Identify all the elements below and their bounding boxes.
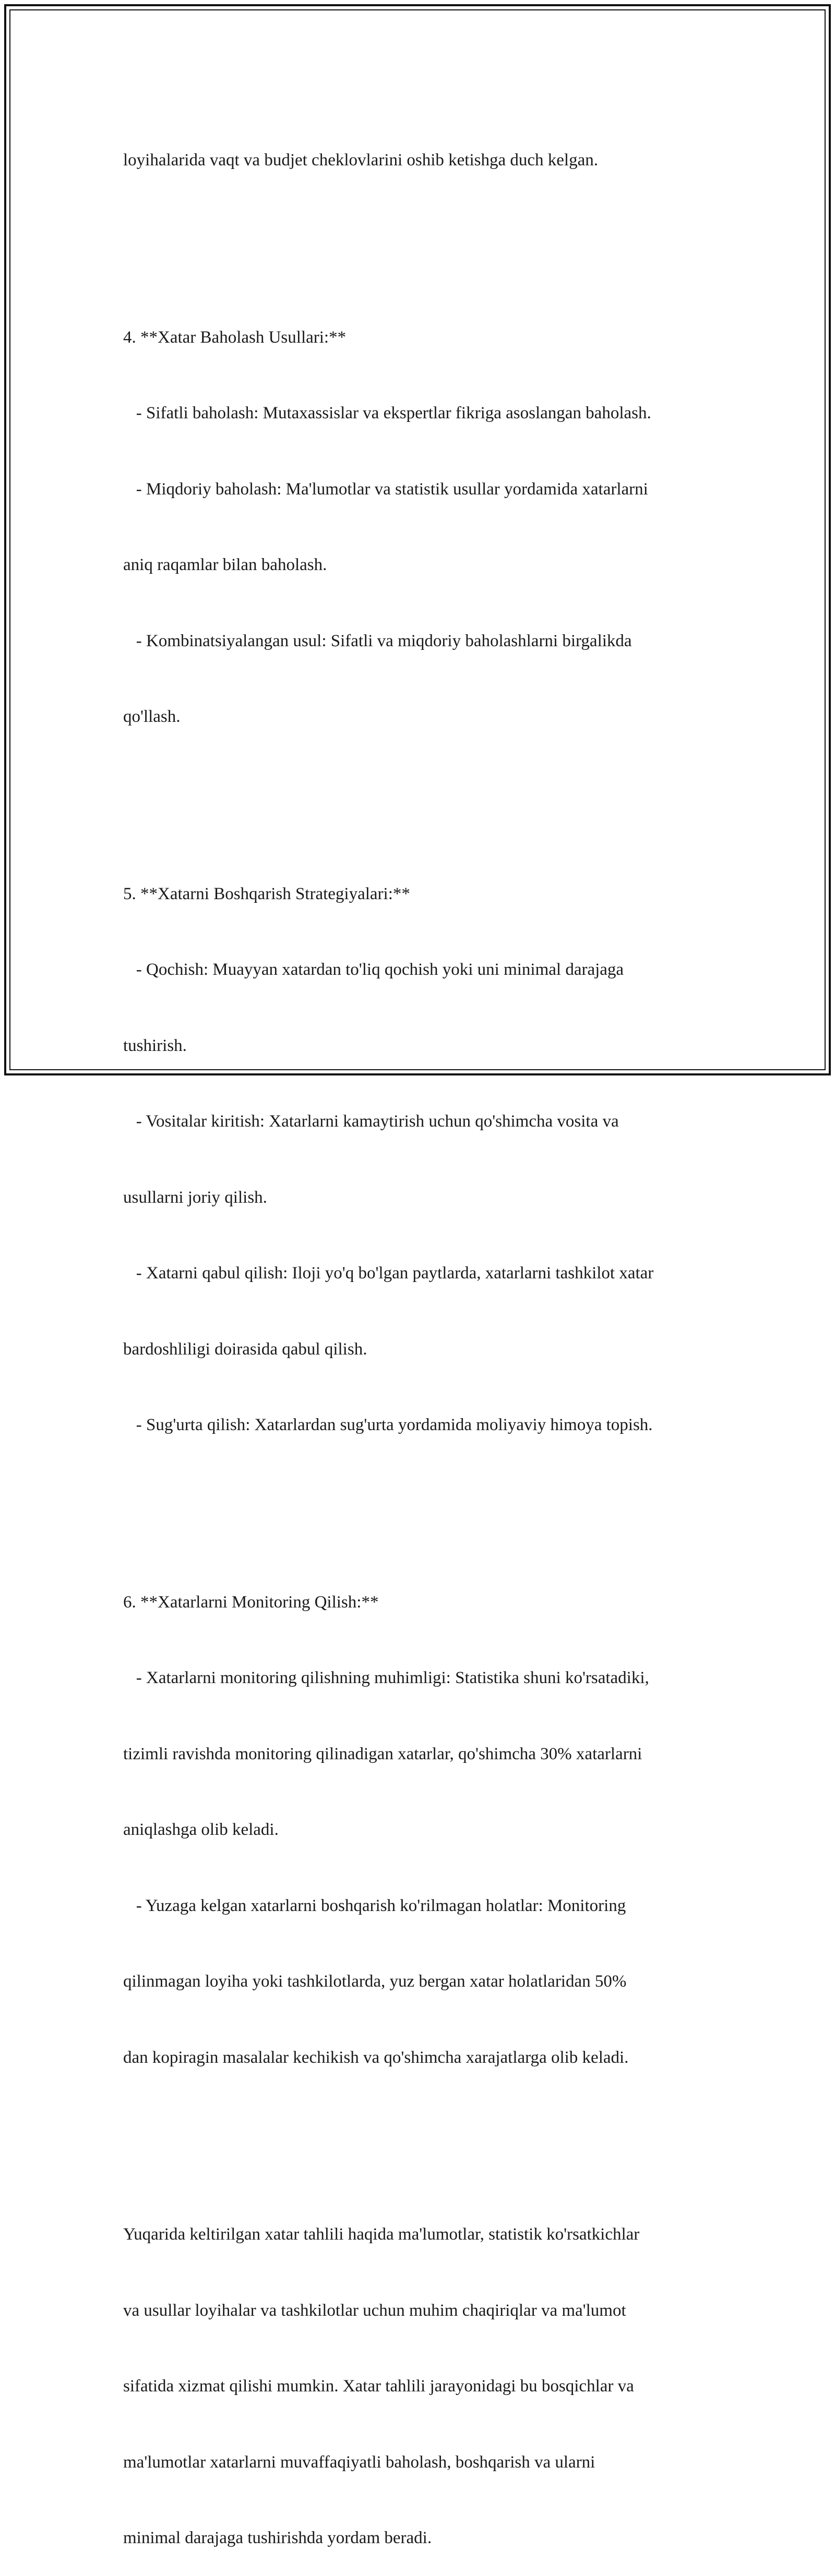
list-item: - Xatarlarni monitoring qilishning muhimligi: Statistika shuni ko'rsatadiki, [123, 1668, 649, 1687]
blank-line [123, 780, 718, 806]
list-item: - Vositalar kiritish: Xatarlarni kamaytirish uchun qo'shimcha vosita va [123, 1112, 619, 1131]
document-body [123, 97, 718, 2576]
conclusion-paragraph-line: minimal darajaga tushirishda yordam beradi. [123, 2529, 432, 2547]
conclusion-paragraph-line: va usullar loyihalar va tashkilotlar uchun muhim chaqiriqlar va ma'lumot [123, 2301, 626, 2320]
list-item: - Sug'urta qilish: Xatarlardan sug'urta yordamida moliyaviy himoya topish. [123, 1416, 653, 1434]
conclusion-paragraph-line: ma'lumotlar xatarlarni muvaffaqiyatli baholash, boshqarish va ularni [123, 2452, 595, 2472]
conclusion-paragraph-line: Yuqarida keltirilgan xatar tahlili haqida ma'lumotlar, statistik ko'rsatkichlar [123, 2225, 640, 2244]
text-line: tushirish. [123, 1036, 187, 1055]
text-line: tizimli ravishda monitoring qilinadigan xatarlar, qo'shimcha 30% xatarlarni [123, 1744, 642, 1763]
list-item: - Yuzaga kelgan xatarlarni boshqarish ko'rilmagan holatlar: Monitoring [123, 1896, 626, 1915]
section-heading: 4. **Xatar Baholash Usullari:** [123, 328, 347, 347]
section-heading: 6. **Xatarlarni Monitoring Qilish:** [123, 1592, 379, 1612]
text-line: loyihalarida vaqt va budjet cheklovlarini oshib ketishga duch kelgan. [123, 151, 598, 170]
text-line: aniqlashga olib keladi. [123, 1820, 279, 1839]
blank-line [123, 1489, 718, 1514]
conclusion-paragraph-line: sifatida xizmat qilishi mumkin. Xatar tahlili jarayonidagi bu bosqichlar va [123, 2377, 634, 2396]
text-line: qilinmagan loyiha yoki tashkilotlarda, yuz bergan xatar holatlaridan 50% [123, 1972, 627, 1991]
list-item: - Xatarni qabul qilish: Iloji yo'q bo'lgan paytlarda, xatarlarni tashkilot xatar [123, 1264, 654, 1283]
list-item: - Kombinatsiyalangan usul: Sifatli va miqdoriy baholashlarni birgalikda [123, 631, 632, 650]
text-line: qo'llash. [123, 707, 181, 726]
blank-line [123, 2121, 718, 2146]
blank-line [123, 224, 718, 249]
list-item: - Sifatli baholash: Mutaxassislar va ekspertlar fikriga asoslangan baholash. [123, 404, 651, 422]
section-heading: 5. **Xatarni Boshqarish Strategiyalari:** [123, 884, 410, 903]
list-item: - Miqdoriy baholash: Ma'lumotlar va statistik usullar yordamida xatarlarni [123, 479, 648, 499]
list-item: - Qochish: Muayyan xatardan to'liq qochish yoki uni minimal darajaga [123, 960, 624, 979]
text-line: dan kopiragin masalalar kechikish va qo'shimcha xarajatlarga olib keladi. [123, 2048, 629, 2067]
text-line: bardoshliligi doirasida qabul qilish. [123, 1339, 367, 1359]
text-line: aniq raqamlar bilan baholash. [123, 555, 327, 574]
text-line: usullarni joriy qilish. [123, 1188, 267, 1207]
